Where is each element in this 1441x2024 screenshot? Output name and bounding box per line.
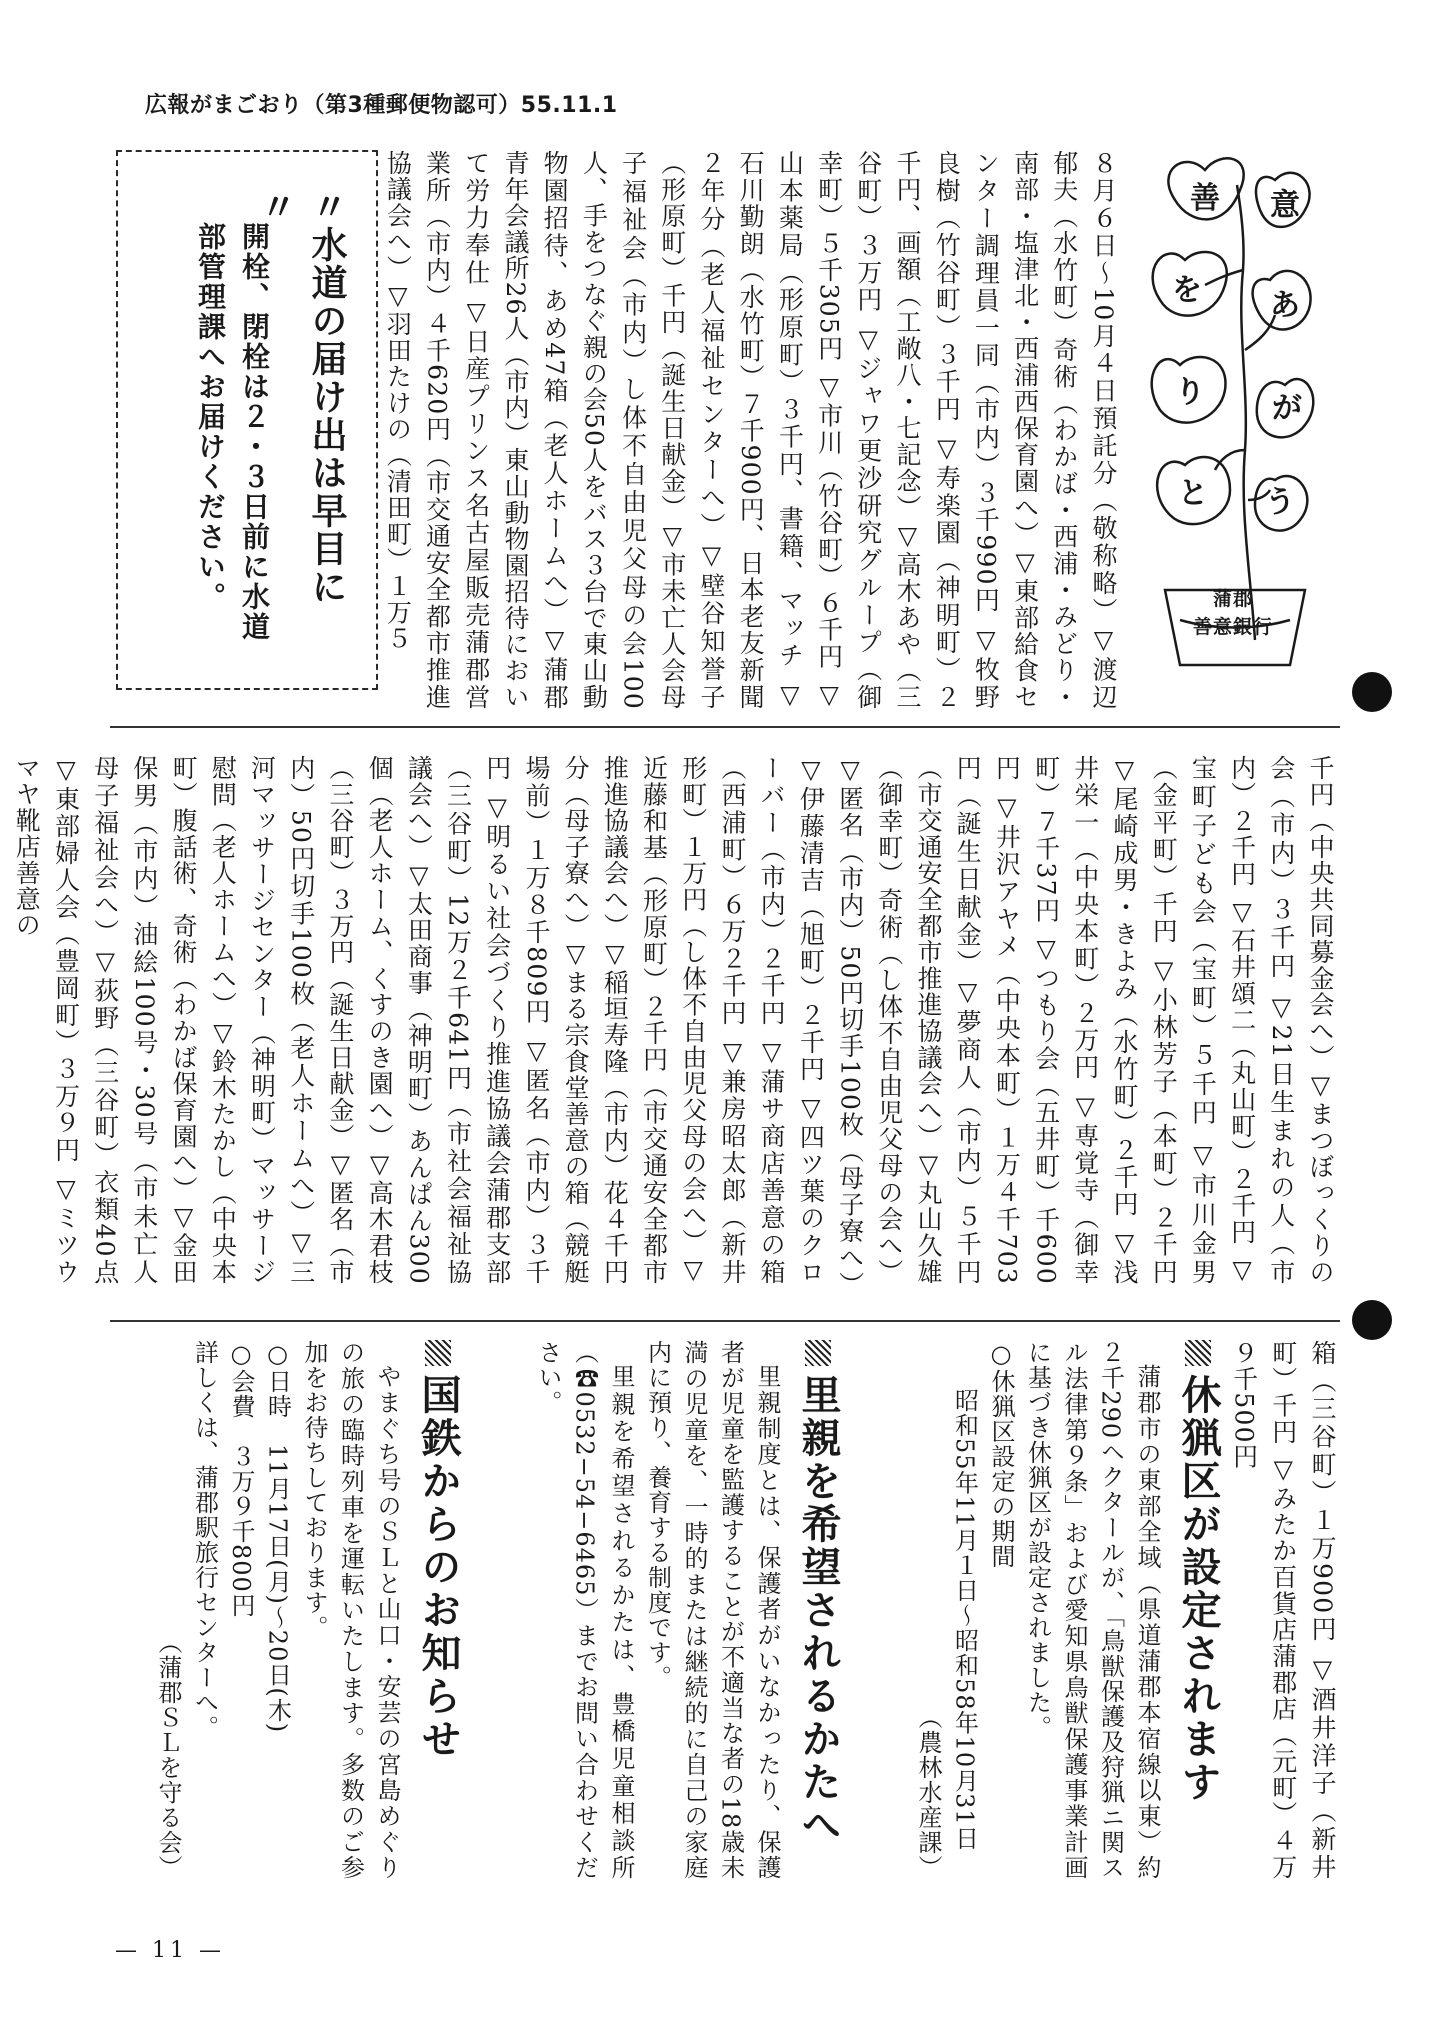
water-notice-title: 〃水道の届け出は早目に〃 — [255, 188, 347, 606]
section-divider-1 — [110, 726, 1340, 728]
foster-text-1: 里親制度とは、保護者がいなかったり、保護者が児童を監護することが不適当な者の18歳未満の児童を、一時的または継続的に自己の家庭内に預り、養育する制度です。 — [643, 1340, 781, 1880]
bullet-dot-2 — [1352, 1300, 1392, 1340]
jnr-article — [0, 1340, 1441, 1880]
logo-char-4: あ — [1270, 288, 1300, 323]
water-notice-text: 開栓、閉栓は２・３日前に水道部管理課へお届けください。 — [194, 222, 271, 642]
jnr-fee: ○会費 ３万９千800円 — [227, 1340, 255, 1618]
foster-title: 里親を希望されるかたへ — [790, 1340, 847, 1847]
section-divider-2 — [110, 1320, 1340, 1322]
bullet-dot-1 — [1352, 672, 1392, 712]
jnr-date: ○日時 11月17日(月)〜20日(木) — [263, 1340, 292, 1734]
hunting-text: 蒲郡市の東部全域（県道蒲郡本宿線以東）約２千290ヘクタールが、「鳥獣保護及狩猟ニ関スル法律第９条」および愛知県鳥獣保護事業計画に基づき休猟区が設定されました。 — [1023, 1340, 1161, 1880]
donations-list-part2: 千円（中央共同募金会へ）▽まつぼっくりの会（市内）３千円 ▽21日生まれの人（市内）２千円 ▽石井頌二（丸山町）２千円 ▽宝町子ども会（宝町）５千円 ▽市川金男（金平町）千円 ▽小林芳子（本町）２千円 ▽尾崎成男・きよみ（水竹町）２千円 ▽浅井栄一（中央本町）２万円 ▽専覚寺（御幸町）７千37円 ▽つもり会（五井町）千600円 ▽井沢アヤメ（中央本町）１万４千703円（誕生日献金）▽夢商人（市内）５千円（市交通安全都市推進協議会へ）▽丸山久雄（御幸町）奇術（し体不自由児父母の会へ）▽匿名（市内）50円切手100枚（母子寮へ）▽伊藤清吉（旭町）２千円 ▽四ツ葉のクローバー（市内）２千円 ▽蒲サ商店善意の箱（西浦町）６万２千円 ▽兼房昭太郎（新井形町）１万円（し体不自由児父母の会へ）▽近藤和基（形原町）２千円（市交通安全都市推進協議会へ）▽稲垣寿隆（市内）花４千円分（母子寮へ）▽まる宗食堂善意の箱（競艇場前）１万８千809円 ▽匿名（市内）３千円 ▽明るい社会づくり推進協議会蒲郡支部（三谷町）12万２千641円（市社会福祉協議会へ）▽太田商事（神明町）あんぱん300個（老人ホーム、くすのき園へ）▽高木君枝（三谷町）３万円（誕生日献金）▽匿名（市内）50円切手100枚（老人ホームへ）▽三河マッサージセンター（神明町）マッサージ慰問（老人ホームへ）▽鈴木たかし（中央本町）腹話術、奇術（わかば保育園へ）▽金田保男（市内）油絵100号・30号（市未亡人母子福祉会へ）▽荻野（三谷町）衣類40点 ▽東部婦人会（豊岡町）３万９円 ▽ミツウマヤ靴店善意の — [12, 755, 1335, 1285]
logo-char-6: が — [1272, 391, 1302, 426]
logo-char-1: 善 — [1190, 181, 1220, 216]
hunting-title: 休猟区が設定されます — [1170, 1340, 1227, 1804]
logo-caption — [1178, 585, 1288, 641]
logo-char-3: を — [1172, 273, 1202, 308]
jnr-text: やまぐち号のＳＬと山口・安芸の宮島めぐりの旅の臨時列車を運転いたします。多数のご参加をお待ちしております。 — [300, 1340, 401, 1880]
donations-list-part3: 箱（三谷町）１万900円 ▽酒井洋子（新井町）千円 ▽みたか百貨店蒲郡店（元町）４万９千500円 — [1229, 1340, 1337, 1880]
donations-list-part1: ８月６日〜10月４日預託分（敬称略）▽渡辺郁夫（水竹町）奇術（わかば・西浦・みどり・南部・塩津北・西浦西保育園へ）▽東部給食センター調理員一同（市内）３千990円 ▽牧野良樹（竹谷町）３千円 ▽寿楽園（神明町）２千円、画額（工敞八・七記念）▽高木あや（三谷町）３万円 ▽ジャワ更沙研究グループ（御幸町）５千305円 ▽市川（竹谷町）６千円 ▽山本薬局（形原町）３千円、書籍、マッチ ▽石川勤朗（水竹町）７千900円、日本老友新聞２年分（老人福祉センターへ）▽壁谷知誉子（形原町）千円（誕生日献金）▽市未亡人会母子福祉会（市内）し体不自由児父母の会100人、手をつなぐ親の会50人をバス３台で東山動物園招待、あめ47箱（老人ホームへ）▽蒲郡青年会議所26人（市内）東山動物園招待において労力奉仕 ▽日産プリンス名古屋販売蒲郡営業所（市内）４千620円（市交通安全都市推進協議会へ）▽羽田たけの（清田町）１万５ — [383, 150, 1118, 710]
jnr-source: （蒲郡ＳＬを守る会） — [154, 1630, 182, 1880]
foster-text-2: 里親を希望されるかたは、豊橋児童相談所（☎0532−54−6465）までお問い合わせください。 — [534, 1340, 635, 1880]
logo-caption-line1: 蒲郡 — [1212, 588, 1253, 610]
logo-caption-line2: 善意銀行 — [1192, 616, 1273, 638]
hunting-period-label: ○休猟区設定の期間 — [987, 1340, 1015, 1569]
jnr-title: 国鉄からのお知らせ — [410, 1340, 467, 1761]
logo-char-7: と — [1178, 476, 1208, 511]
hunting-source: （農林水産課） — [914, 1705, 942, 1880]
hunting-period: 昭和55年11月１日〜昭和58年10月31日 — [950, 1388, 979, 1851]
logo-char-8: う — [1265, 485, 1295, 520]
jnr-contact: 詳しくは、蒲郡駅旅行センターへ。 — [190, 1340, 219, 1740]
page-header: 広報がまごおり（第3種郵便物認可）55.11.1 — [145, 93, 618, 118]
logo-char-5: り — [1175, 375, 1205, 410]
page-number: — 11 — — [115, 1938, 225, 1963]
logo-char-2: 意 — [1270, 188, 1300, 223]
jnr-body — [110, 1340, 405, 1880]
water-notice-box — [116, 150, 378, 690]
title-mark — [425, 1340, 451, 1366]
